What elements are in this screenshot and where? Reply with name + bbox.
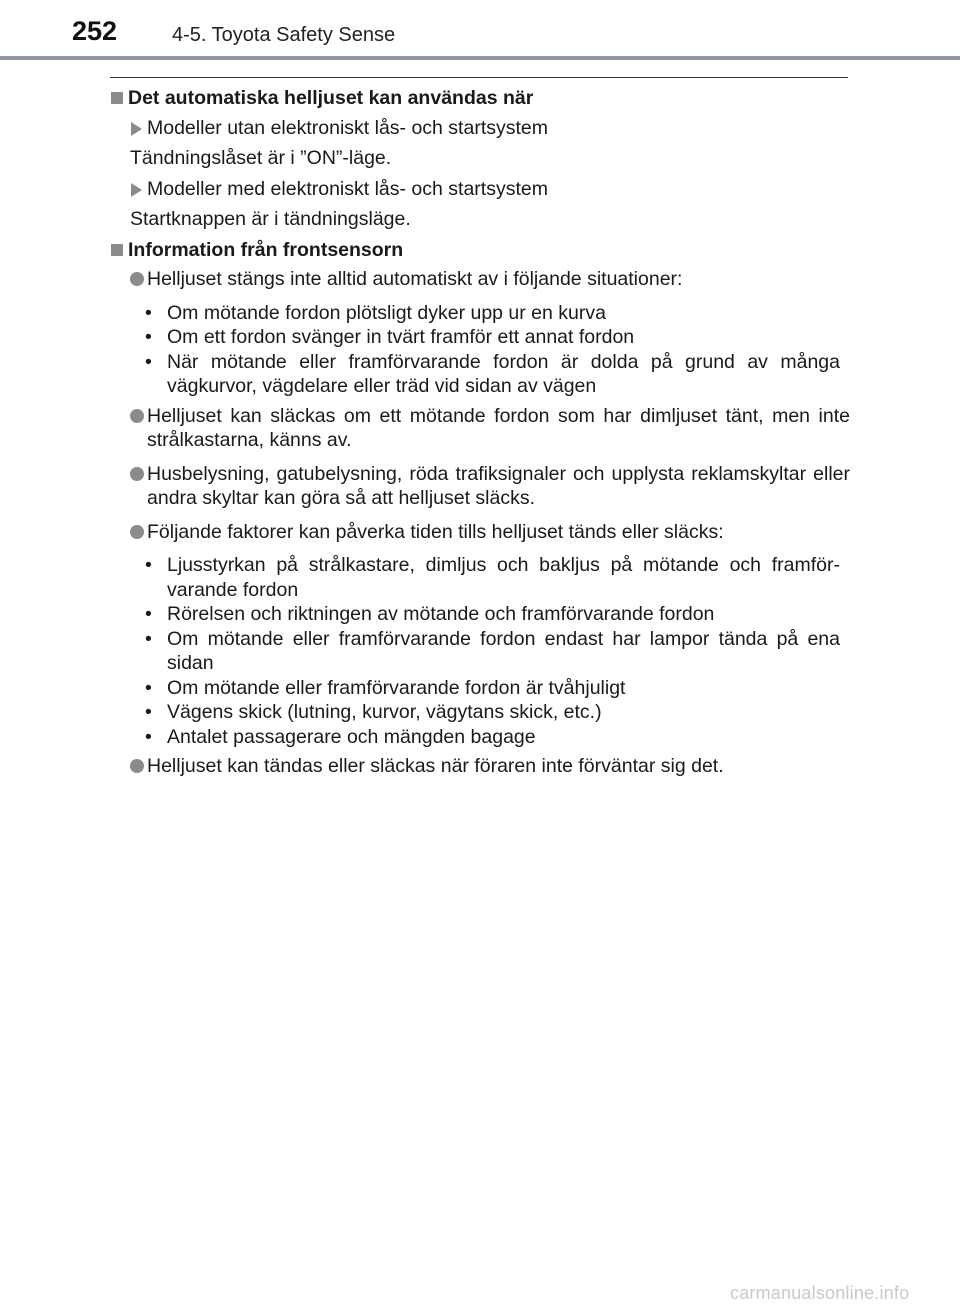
subheading-text: Modeller utan elektroniskt lås- och startsystem [147,116,548,139]
heading-text: Det automatiska helljuset kan användas när [128,87,534,109]
page-header [0,0,960,62]
content-top-rule [110,77,848,78]
circle-bullet-icon [130,467,144,481]
square-bullet-icon [111,244,123,256]
circle-bullet-icon [130,525,144,539]
paragraph: Tändningslåset är i ”ON”-läge. [130,147,392,169]
watermark: carmanualsonline.info [730,1283,910,1303]
info-item [110,267,850,292]
list-item: • Rörelsen och riktningen av mötande och framförvarande fordon [167,602,850,627]
heading-auto-high-beam-conditions [110,86,850,111]
info-item-text: Följande faktorer kan påverka tiden tills helljuset tänds eller släcks: [147,520,724,543]
page-content [110,86,850,784]
list-item: • Om mötande eller framförvarande fordon är tvåhjuligt [167,676,850,701]
list-item: • Ljusstyrkan på strålkastare, dimljus och bakljus på mötande och framför-varande fordon [167,553,850,602]
list-item: • Om mötande eller framförvarande fordon endast har lampor tända på ena sidan [167,627,850,676]
square-bullet-icon [111,92,123,104]
info-item-text: Helljuset stängs inte alltid automatiskt av i följande situationer: [147,268,683,290]
paragraph: Startknappen är i tändningsläge. [130,208,411,230]
model-subheading [110,116,850,141]
info-item [110,754,850,779]
list-item: • När mötande eller framförvarande fordon är dolda på grund av många vägkurvor, vägdelare eller träd vid sidan av vägen [167,350,850,399]
bullet-list [110,553,850,749]
list-item: • Om ett fordon svänger in tvärt framför ett annat fordon [167,325,850,350]
circle-bullet-icon [130,759,144,773]
header-rule [0,56,960,60]
page-number: 252 [72,16,118,46]
info-item-text: Helljuset kan släckas om ett mötande fordon som har dimljuset tänt, men inte strålkastarna, känns av. [147,404,850,451]
heading-front-sensor-info [110,238,850,263]
bullet-list [110,301,850,399]
info-item-text: Helljuset kan tändas eller släckas när föraren inte förväntar sig det. [147,755,724,777]
triangle-bullet-icon [131,122,142,136]
info-item [110,462,850,511]
list-item: • Om mötande fordon plötsligt dyker upp ur en kurva [167,301,850,326]
model-subheading [110,177,850,202]
circle-bullet-icon [130,409,144,423]
circle-bullet-icon [130,272,144,286]
info-item [110,404,850,453]
subheading-text: Modeller med elektroniskt lås- och startsystem [147,177,548,200]
triangle-bullet-icon [131,183,142,197]
list-item: • Vägens skick (lutning, kurvor, vägytans skick, etc.) [167,700,850,725]
info-item-text: Husbelysning, gatubelysning, röda trafiksignaler och upplysta reklamskyltar eller andra skyltar kan göra så att helljuset släcks. [147,462,850,509]
heading-text: Information från frontsensorn [128,238,404,261]
list-item: • Antalet passagerare och mängden bagage [167,725,850,750]
section-title: 4-5. Toyota Safety Sense [172,24,396,46]
info-item [110,520,850,545]
